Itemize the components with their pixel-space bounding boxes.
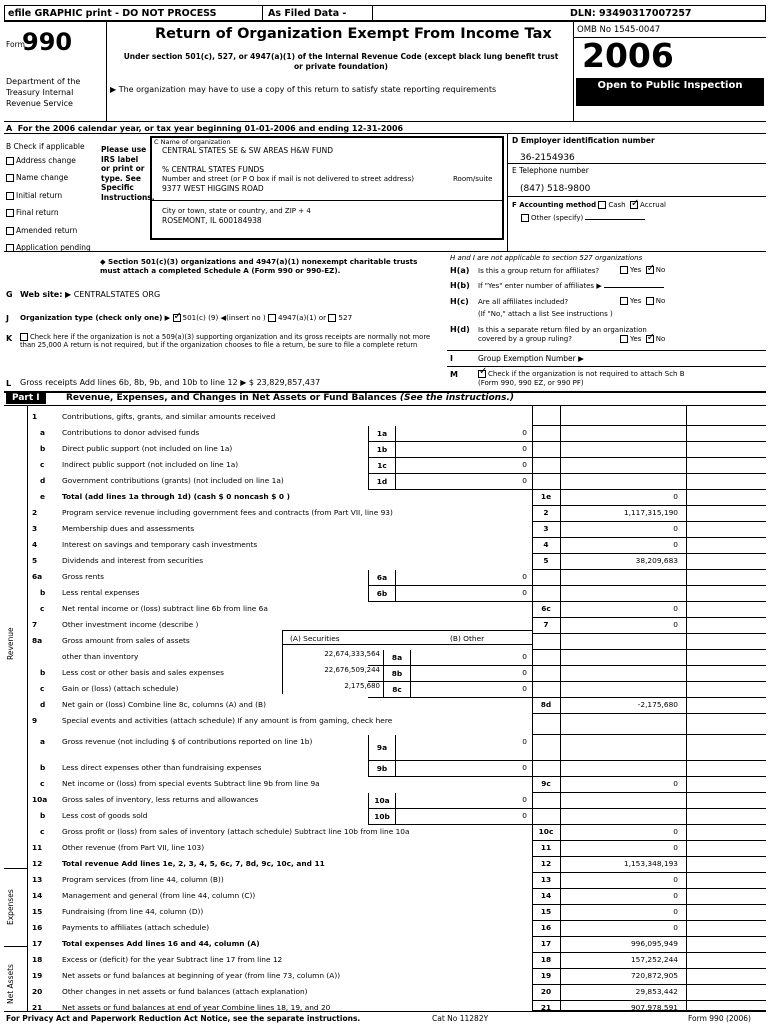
banner-mid: As Filed Data -: [268, 8, 347, 19]
table-row: [28, 538, 766, 554]
arrow-right-icon: ▶: [240, 378, 247, 387]
banner-left: efile GRAPHIC print - DO NOT PROCESS: [8, 8, 217, 19]
line-description: Gross profit or (loss) from sales of inventory (attach schedule) Subtract line 10b from line 10a: [62, 827, 410, 836]
line-number: b: [40, 763, 46, 772]
line-description: Less rental expenses: [62, 588, 140, 597]
line-description: Management and general (from line 44, column (C)): [62, 891, 256, 900]
line-number: 17: [32, 939, 43, 948]
footer-cat: Cat No 11282Y: [432, 1014, 489, 1023]
line-description: Excess or (deficit) for the year Subtract line 17 from line 12: [62, 955, 283, 964]
check-application-pending[interactable]: Application pending: [6, 243, 91, 252]
hd-text: Is this a separate return filed by an organization covered by a group ruling?: [478, 326, 647, 343]
table-row: [28, 650, 766, 666]
line-number: c: [40, 779, 45, 788]
table-row: [28, 921, 766, 937]
line-description: Fundraising (from line 44, column (D)): [62, 907, 204, 916]
line-value[interactable]: 996,095,949: [630, 939, 678, 948]
line-value[interactable]: 0: [673, 843, 678, 852]
inner-value[interactable]: 0: [522, 460, 527, 469]
hc-text: Are all affiliates included?: [478, 298, 569, 306]
checkbox-cash[interactable]: [598, 201, 606, 209]
footer-form: Form 990 (2006): [688, 1014, 751, 1023]
line-number: b: [40, 668, 46, 677]
checkbox-no[interactable]: [646, 297, 654, 305]
line-value[interactable]: 0: [673, 779, 678, 788]
form-title: Return of Organization Exempt From Income Tax: [155, 26, 552, 42]
check-address-change[interactable]: Address change: [6, 156, 76, 165]
dln: DLN: 93490317007257: [570, 8, 692, 19]
ha-text: Is this a group return for affiliates?: [478, 267, 600, 275]
table-row: [28, 969, 766, 985]
inner-value[interactable]: 0: [522, 737, 527, 746]
line-box: 8d: [540, 700, 552, 709]
city-label: City or town, state or country, and ZIP + 4: [162, 207, 311, 215]
inner-value[interactable]: 0: [522, 795, 527, 804]
line-value[interactable]: 0: [673, 891, 678, 900]
line-description: Net rental income or (loss) subtract line 6b from line 6a: [62, 604, 268, 613]
line-box: 3: [543, 524, 549, 533]
line-number: c: [40, 604, 45, 613]
table-row: [28, 426, 766, 442]
inner-line-box: 6b: [368, 586, 396, 602]
line-description: Dividends and interest from securities: [62, 556, 204, 565]
form-word: Form: [6, 40, 25, 49]
line-number: 8a: [32, 636, 43, 645]
line-value[interactable]: -2,175,680: [637, 700, 678, 709]
ha-checks: Yes ✓ No: [620, 266, 665, 274]
line-value[interactable]: 1,117,315,190: [623, 508, 678, 517]
line-description: Interest on savings and temporary cash investments: [62, 540, 258, 549]
line-box: 5: [543, 556, 549, 565]
col-a-8b: 22,676,509,244: [324, 666, 380, 674]
line-description: Government contributions (grants) (not included on line 1a): [62, 476, 284, 485]
j-text: Organization type (check only one) ▶ ✓ 501(c) (9) ◀(insert no ) 4947(a)(1) or 527: [20, 313, 352, 322]
line-number: a: [40, 428, 45, 437]
inner-line-box: 9a: [368, 735, 396, 761]
line-description: Total revenue Add lines 1e, 2, 3, 4, 5, 6c, 7, 8d, 9c, 10c, and 11: [62, 859, 325, 868]
line-number: 6a: [32, 572, 43, 581]
tax-year: 2006: [582, 36, 674, 75]
inner-line-box: 6a: [368, 570, 396, 586]
line-box: 16: [540, 923, 552, 932]
ha-label: H(a): [450, 266, 470, 275]
table-row: [28, 522, 766, 538]
section-501-note: ◆ Section 501(c)(3) organizations and 4947(a)(1) nonexempt charitable trusts must attach a completed Schedule A (Form 990 or 990-EZ).: [100, 257, 418, 275]
side-expenses: Expenses: [6, 889, 15, 925]
line-description: Indirect public support (not included on line 1a): [62, 460, 239, 469]
table-row: [28, 985, 766, 1001]
checkbox-accrual[interactable]: [630, 201, 638, 209]
form-subtitle: Under section 501(c), 527, or 4947(a)(1) of the Internal Revenue Code (except black lung benefit trust or private foundation): [123, 52, 559, 71]
line-description: Gross sales of inventory, less returns and allowances: [62, 795, 259, 804]
i-text: Group Exemption Number ▶: [478, 354, 584, 363]
line-box: 21: [540, 1003, 552, 1012]
arrow-right-icon: ▶: [578, 354, 584, 363]
line-number: a: [40, 737, 45, 746]
line-number: b: [40, 588, 46, 597]
line-value[interactable]: 0: [673, 923, 678, 932]
checkbox-icon[interactable]: [6, 227, 14, 235]
table-row: [28, 410, 766, 426]
line-description: Net assets or fund balances at end of year Combine lines 18, 19, and 20: [62, 1003, 331, 1012]
table-row: [28, 666, 766, 682]
line-number: 14: [32, 891, 43, 900]
phone: (847) 518-9800: [520, 184, 591, 194]
checkbox-yes[interactable]: [620, 335, 628, 343]
checkbox-527[interactable]: [328, 314, 336, 322]
g-text: Web site: ▶ CENTRALSTATES ORG: [20, 290, 161, 299]
line-number: 18: [32, 955, 43, 964]
line-number: c: [40, 460, 45, 469]
line-description: Net income or (loss) from special events Subtract line 9b from line 9a: [62, 779, 320, 788]
inner-value[interactable]: 0: [522, 811, 527, 820]
inner-line-box: 1b: [368, 442, 396, 458]
line-value[interactable]: 29,853,442: [635, 987, 678, 996]
line-description: Special events and activities (attach schedule) If any amount is from gaming, check here: [62, 716, 393, 725]
table-row: [28, 442, 766, 458]
line-number: 21: [32, 1003, 43, 1012]
f-other: Other (specify): [521, 214, 645, 222]
line-description: Gross revenue (not including $ of contributions reported on line 1b): [62, 737, 313, 746]
table-row: [28, 506, 766, 522]
table-row: [28, 618, 766, 634]
hc-checks: Yes No: [620, 297, 665, 305]
line-box: 6c: [541, 604, 551, 613]
line-box: 2: [543, 508, 549, 517]
table-row: [28, 682, 766, 698]
table-row: [28, 634, 766, 650]
line-description: Payments to affiliates (attach schedule): [62, 923, 210, 932]
col-a-8a: 22,674,333,564: [324, 650, 380, 658]
col-b-header: (B) Other: [450, 634, 485, 643]
checkbox-no[interactable]: [646, 335, 654, 343]
line-box: 17: [540, 939, 552, 948]
ein: 36-2154936: [520, 153, 575, 163]
line-number: c: [40, 827, 45, 836]
org-name: CENTRAL STATES SE & SW AREAS H&W FUND: [162, 146, 334, 155]
table-row: [28, 873, 766, 889]
check-amended-return[interactable]: Amended return: [6, 226, 77, 235]
checkbox-icon[interactable]: [6, 209, 14, 217]
checkbox-k[interactable]: [20, 333, 28, 341]
m-text: ✓ Check if the organization is not required to attach Sch B (Form 990, 990 EZ, or 990 PF): [478, 370, 688, 388]
arrow-right-icon: ▶: [164, 313, 171, 322]
checkbox-yes[interactable]: [620, 297, 628, 305]
check-final-return[interactable]: Final return: [6, 208, 59, 217]
table-row: [28, 841, 766, 857]
line-description: Contributions, gifts, grants, and similar amounts received: [62, 412, 276, 421]
line-value[interactable]: 0: [673, 540, 678, 549]
inner-line-box: 10a: [368, 793, 396, 809]
hd-checks: Yes ✓ No: [620, 335, 665, 343]
b-label: B Check if applicable: [6, 142, 85, 151]
line-number: 9: [32, 716, 38, 725]
line-box: 11: [540, 843, 552, 852]
line-value[interactable]: 720,872,905: [630, 971, 678, 980]
checkbox-no[interactable]: [646, 266, 654, 274]
line-number: 12: [32, 859, 43, 868]
line-description: Contributions to donor advised funds: [62, 428, 200, 437]
l-text: Gross receipts Add lines 6b, 8b, 9b, and 10b to line 12 ▶ $ 23,829,857,437: [20, 378, 321, 387]
line-description: Direct public support (not included on line 1a): [62, 444, 233, 453]
f-label: F Accounting method Cash ✓ Accrual: [512, 201, 666, 209]
line-description: Less direct expenses other than fundraising expenses: [62, 763, 262, 772]
d-label: D Employer identification number: [512, 136, 655, 145]
inner-value[interactable]: 0: [522, 428, 527, 437]
table-row: [28, 602, 766, 618]
table-row: [28, 761, 766, 777]
line-value[interactable]: 0: [673, 875, 678, 884]
arrow-right-icon: ▶: [110, 85, 117, 94]
table-row: [28, 793, 766, 809]
line-description: Total (add lines 1a through 1d) (cash $ 0 noncash $ 0 ): [62, 492, 291, 501]
line-number: 16: [32, 923, 43, 932]
checkbox-yes[interactable]: [620, 266, 628, 274]
j-label: J: [6, 314, 9, 323]
inner-value[interactable]: 0: [522, 684, 527, 693]
inner-value[interactable]: 0: [522, 476, 527, 485]
line-description: Program services (from line 44, column (B)): [62, 875, 224, 884]
table-row: [28, 570, 766, 586]
table-row: [28, 777, 766, 793]
hc-label: H(c): [450, 297, 469, 306]
check-initial-return[interactable]: Initial return: [6, 191, 62, 200]
open-inspection-text: Open to Public Inspection: [597, 80, 743, 91]
line-description: Other investment income (describe ): [62, 620, 199, 629]
line-number: 2: [32, 508, 38, 517]
line-number: 13: [32, 875, 43, 884]
room-label: Room/suite: [453, 175, 493, 183]
line-number: 1: [32, 412, 38, 421]
table-row: [28, 474, 766, 490]
m-label: M: [450, 370, 458, 379]
inner-value[interactable]: 0: [522, 444, 527, 453]
inner-line-box: 9b: [368, 761, 396, 777]
inner-line-box: 8a: [383, 650, 411, 666]
line-box: 19: [540, 971, 552, 980]
e-label: E Telephone number: [512, 166, 589, 175]
inner-line-box: 1c: [368, 458, 396, 474]
line-number: d: [40, 476, 46, 485]
line-number: 3: [32, 524, 38, 533]
hc2-text: (If "No," attach a list See instructions ): [478, 310, 613, 318]
table-row: [28, 825, 766, 841]
inner-value[interactable]: 0: [522, 572, 527, 581]
org-careof: % CENTRAL STATES FUNDS: [162, 165, 265, 174]
line-value[interactable]: 1,153,348,193: [623, 859, 678, 868]
g-label: G: [6, 290, 13, 299]
please-label: Please use IRS label or print or type. See Specific Instructions.: [101, 145, 155, 202]
inner-line-box: 1a: [368, 426, 396, 442]
table-row: [28, 714, 766, 735]
line-box: 7: [543, 620, 549, 629]
table-row: [28, 698, 766, 714]
line-description: Net assets or fund balances at beginning of year (from line 73, column (A)): [62, 971, 341, 980]
table-row: [28, 809, 766, 825]
inner-value[interactable]: 0: [522, 668, 527, 677]
line-number: 7: [32, 620, 38, 629]
checkbox-4947[interactable]: [268, 314, 276, 322]
check-name-change[interactable]: Name change: [6, 173, 68, 182]
line-description: Gross rents: [62, 572, 105, 581]
checkbox-icon[interactable]: [6, 157, 14, 165]
line-number: 20: [32, 987, 43, 996]
c-label: C Name of organization: [154, 138, 231, 146]
arrow-right-icon: ▶: [596, 282, 602, 290]
arrow-left-icon: ◀: [220, 313, 227, 322]
l-label: L: [6, 379, 12, 388]
table-row: [28, 586, 766, 602]
inner-line-box: 8b: [383, 666, 411, 682]
table-row: [28, 490, 766, 506]
inner-value[interactable]: 0: [522, 588, 527, 597]
table-row: [28, 889, 766, 905]
table-row: [28, 458, 766, 474]
form-number: 990: [22, 28, 73, 56]
line-description: Other revenue (from Part VII, line 103): [62, 843, 205, 852]
inner-line-box: 10b: [368, 809, 396, 825]
hb-label: H(b): [450, 281, 470, 290]
line-description: Membership dues and assessments: [62, 524, 195, 533]
line-number: b: [40, 444, 46, 453]
line-description: Net gain or (loss) Combine line 8c, columns (A) and (B): [62, 700, 266, 709]
line-description: Other changes in net assets or fund balances (attach explanation): [62, 987, 308, 996]
omb-number: OMB No 1545-0047: [577, 25, 661, 35]
footer-privacy: For Privacy Act and Paperwork Reduction Act Notice, see the separate instructions.: [6, 1014, 361, 1023]
street-label: Number and street (or P O box if mail is not delivered to street address): [162, 175, 414, 183]
table-row: [28, 554, 766, 570]
line-box: 18: [540, 955, 552, 964]
checkbox-m[interactable]: [478, 370, 486, 378]
checkbox-icon[interactable]: [6, 174, 14, 182]
line-number: e: [40, 492, 46, 501]
copy-note: ▶ The organization may have to use a copy of this return to satisfy state reporting requirements: [110, 85, 497, 94]
line-box: 20: [540, 987, 552, 996]
side-revenue: Revenue: [6, 627, 15, 660]
line-description: Gross amount from sales of assets: [62, 636, 190, 645]
line-value[interactable]: 0: [673, 620, 678, 629]
line-description: Less cost of goods sold: [62, 811, 148, 820]
table-row: [28, 953, 766, 969]
col-a-header: (A) Securities: [290, 634, 340, 643]
table-row: [28, 1001, 766, 1011]
line-box: 1e: [540, 492, 552, 501]
line-description: other than inventory: [62, 652, 139, 661]
part1-tag: Part I: [6, 393, 46, 404]
hd-label: H(d): [450, 325, 470, 334]
checkbox-icon[interactable]: [6, 192, 14, 200]
k-text: Check here if the organization is not a 509(a)(3) supporting organization and its gross receipts are normally not more than 25,000 A return is not required, but if the organization chooses to file a return, be sure to file a complete return: [20, 333, 431, 349]
line-number: c: [40, 684, 45, 693]
line-value[interactable]: 0: [673, 492, 678, 501]
line-box: 10c: [538, 827, 554, 836]
inner-line-box: 8c: [383, 682, 411, 698]
org-city: ROSEMONT, IL 600184938: [162, 216, 262, 225]
col-a-8c: 2,175,680: [344, 682, 380, 690]
line-value[interactable]: 38,209,683: [635, 556, 678, 565]
line-value[interactable]: 907,978,591: [630, 1003, 678, 1012]
line-value[interactable]: 157,252,244: [630, 955, 678, 964]
line-number: b: [40, 811, 46, 820]
line-number: 4: [32, 540, 38, 549]
hb-text: If "Yes" enter number of affiliates ▶: [478, 282, 664, 290]
org-street: 9377 WEST HIGGINS ROAD: [162, 184, 264, 193]
inner-line-box: 1d: [368, 474, 396, 490]
inner-value[interactable]: 0: [522, 652, 527, 661]
line-number: d: [40, 700, 46, 709]
inner-value[interactable]: 0: [522, 763, 527, 772]
line-description: Gain or (loss) (attach schedule): [62, 684, 179, 693]
line-number: 15: [32, 907, 43, 916]
line-value[interactable]: 0: [673, 524, 678, 533]
line-number: 19: [32, 971, 43, 980]
part1-title: Revenue, Expenses, and Changes in Net Assets or Fund Balances (See the instructions.): [66, 393, 514, 403]
line-description: Less cost or other basis and sales expenses: [62, 668, 224, 677]
line-box: 4: [543, 540, 549, 549]
line-value[interactable]: 0: [673, 907, 678, 916]
bullet-icon: ◆: [100, 257, 106, 266]
line-value[interactable]: 0: [673, 827, 678, 836]
line-box: 12: [540, 859, 552, 868]
line-box: 9c: [541, 779, 551, 788]
table-row: [28, 937, 766, 953]
department: Department of the Treasury Internal Revenue Service: [6, 77, 81, 108]
checkbox-501c[interactable]: [173, 314, 181, 322]
line-value[interactable]: 0: [673, 604, 678, 613]
line-description: Total expenses Add lines 16 and 44, column (A): [62, 939, 260, 948]
i-label: I: [450, 354, 453, 363]
h-note: H and I are not applicable to section 527 organizations: [450, 254, 643, 262]
line-box: 14: [540, 891, 552, 900]
table-row: [28, 735, 766, 761]
line-number: 11: [32, 843, 43, 852]
line-description: Program service revenue including government fees and contracts (from Part VII, line 93): [62, 508, 393, 517]
side-netassets: Net Assets: [6, 964, 15, 1004]
k-label: K: [6, 334, 13, 343]
section-a: A For the 2006 calendar year, or tax year beginning 01-01-2006 and ending 12-31-2006: [6, 124, 404, 133]
line-number: 5: [32, 556, 38, 565]
line-box: 15: [540, 907, 552, 916]
table-row: [28, 857, 766, 873]
checkbox-other[interactable]: [521, 214, 529, 222]
arrow-right-icon: ▶: [64, 290, 72, 299]
table-row: [28, 905, 766, 921]
line-box: 13: [540, 875, 552, 884]
line-number: 10a: [32, 795, 48, 804]
